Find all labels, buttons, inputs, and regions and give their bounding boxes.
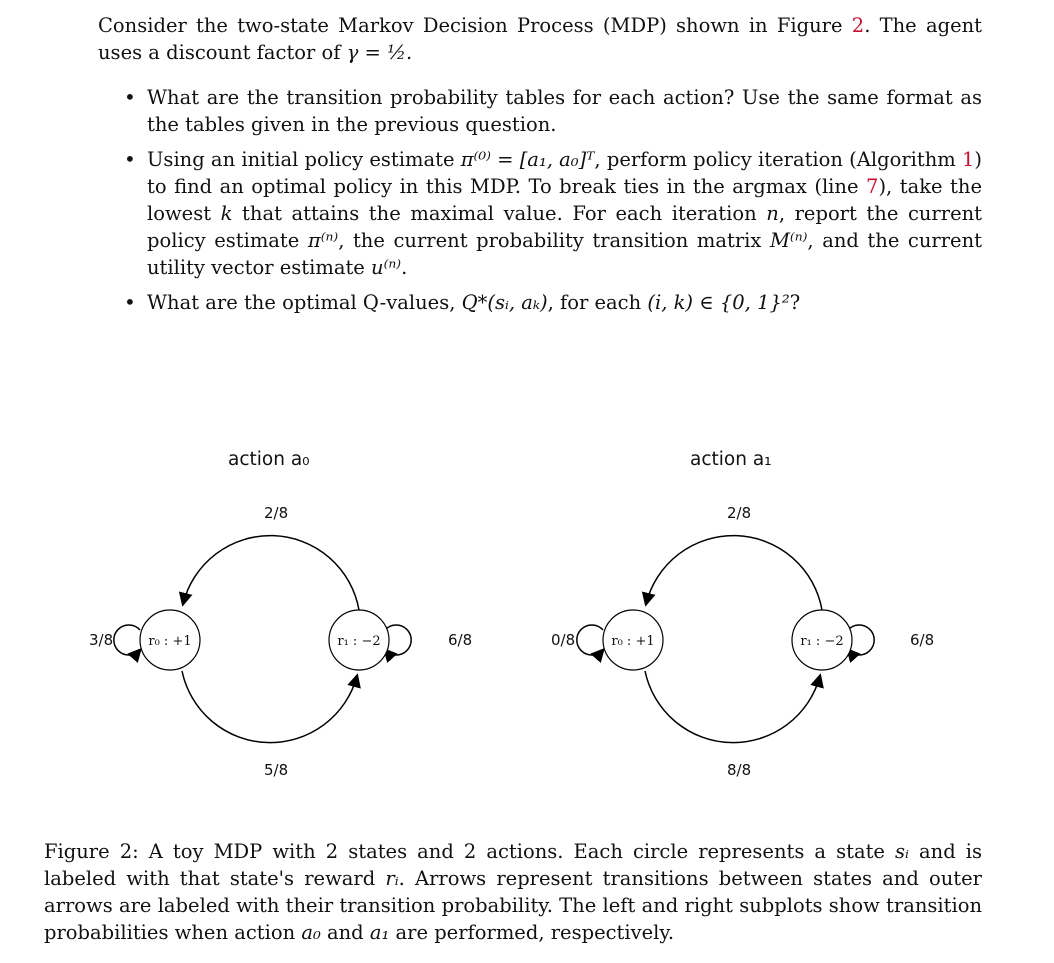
self-loop-s0 [577,625,603,655]
figure-ref-link[interactable]: 2 [851,14,865,37]
subplot-action-a1 [551,449,934,779]
arrow-s1-to-s0 [183,536,359,610]
subplot-title-a1: action a₁ [690,449,772,470]
label-p-0-to-1: 5/8 [264,761,289,779]
question-3-text: ? [789,291,801,314]
question-1-text: What are the transition probability tables for each action? Use the same format as the tables given in the previous question. [147,86,982,136]
caption-text: Figure 2: A toy MDP with 2 states and 2 actions. Each circle represents a state [44,840,896,863]
intro-text-2: . The agent uses a discount factor of [98,14,983,64]
label-p-stay-0: 3/8 [89,631,114,649]
label-p-stay-1: 6/8 [448,631,473,649]
caption-text: and is labeled with that state's reward [44,840,982,890]
caption-var-si: sᵢ [895,840,909,863]
question-2-text: , perform policy iteration (Algorithm [594,148,962,171]
q-value-expr: Q*(sᵢ, aₖ) [461,291,548,314]
label-p-stay-1: 6/8 [910,631,935,649]
bullet-icon: • [124,85,136,109]
label-p-1-to-0: 2/8 [727,504,752,522]
question-2-text: , the current probability transition matrix [338,229,770,252]
figure-caption [44,838,982,946]
question-3-text: What are the optimal Q-values, [147,291,462,314]
self-loop-s0 [114,625,140,655]
bullet-icon: • [124,147,136,171]
label-p-1-to-0: 2/8 [264,504,289,522]
transition-matrix-expr: M⁽ⁿ⁾ [769,229,808,252]
question-2-text: ) to find an optimal policy in this MDP. To break ties in the argmax (line [147,148,983,198]
label-p-stay-0: 0/8 [551,631,576,649]
index-set-expr: (i, k) ∈ {0, 1}² [647,291,790,314]
utility-vector-expr: u⁽ⁿ⁾ [371,256,402,279]
question-2-text: . [401,256,408,279]
state-label-s0: r₀ : +1 [148,634,192,649]
caption-var-ri: rᵢ [385,867,399,890]
var-k: k [220,202,233,225]
state-label-s0: r₀ : +1 [611,634,655,649]
arrow-s1-to-s0 [646,536,822,610]
arrow-s0-to-s1 [182,671,357,743]
question-2-text: Using an initial policy estimate [147,148,461,171]
caption-text: are performed, respectively. [389,921,675,944]
subplot-action-a0 [89,449,472,779]
label-p-0-to-1: 8/8 [727,761,752,779]
state-label-s1: r₁ : −2 [337,634,381,649]
var-n: n [766,202,779,225]
caption-text: . Arrows represent transitions between states and outer arrows are labeled with their transition probability. The left and right subplots show transition probabilities when action [44,867,982,944]
arrow-s0-to-s1 [645,671,820,743]
question-2-text: that attains the maximal value. For each iteration [232,202,767,225]
algorithm-ref-link[interactable]: 1 [961,148,975,171]
gamma-expression: γ = ½. [346,41,413,64]
question-3-text: , for each [547,291,648,314]
subplot-title-a0: action a₀ [228,449,310,470]
initial-policy-expr: π⁽⁰⁾ = [a₁, a₀]ᵀ [460,148,595,171]
caption-var-a0: a₀ [301,921,321,944]
line-ref-link[interactable]: 7 [866,175,879,198]
intro-text-1: Consider the two-state Markov Decision Process (MDP) shown in Figure [98,14,852,37]
question-2-text: , and the current utility vector estimate [147,229,982,279]
policy-estimate-expr: π⁽ⁿ⁾ [307,229,339,252]
state-label-s1: r₁ : −2 [800,634,844,649]
question-2-text: , report the current policy estimate [147,202,983,252]
caption-var-a1: a₁ [369,921,390,944]
question-2-text: ), take the lowest [147,175,982,225]
caption-text: and [320,921,370,944]
bullet-icon: • [124,290,136,314]
